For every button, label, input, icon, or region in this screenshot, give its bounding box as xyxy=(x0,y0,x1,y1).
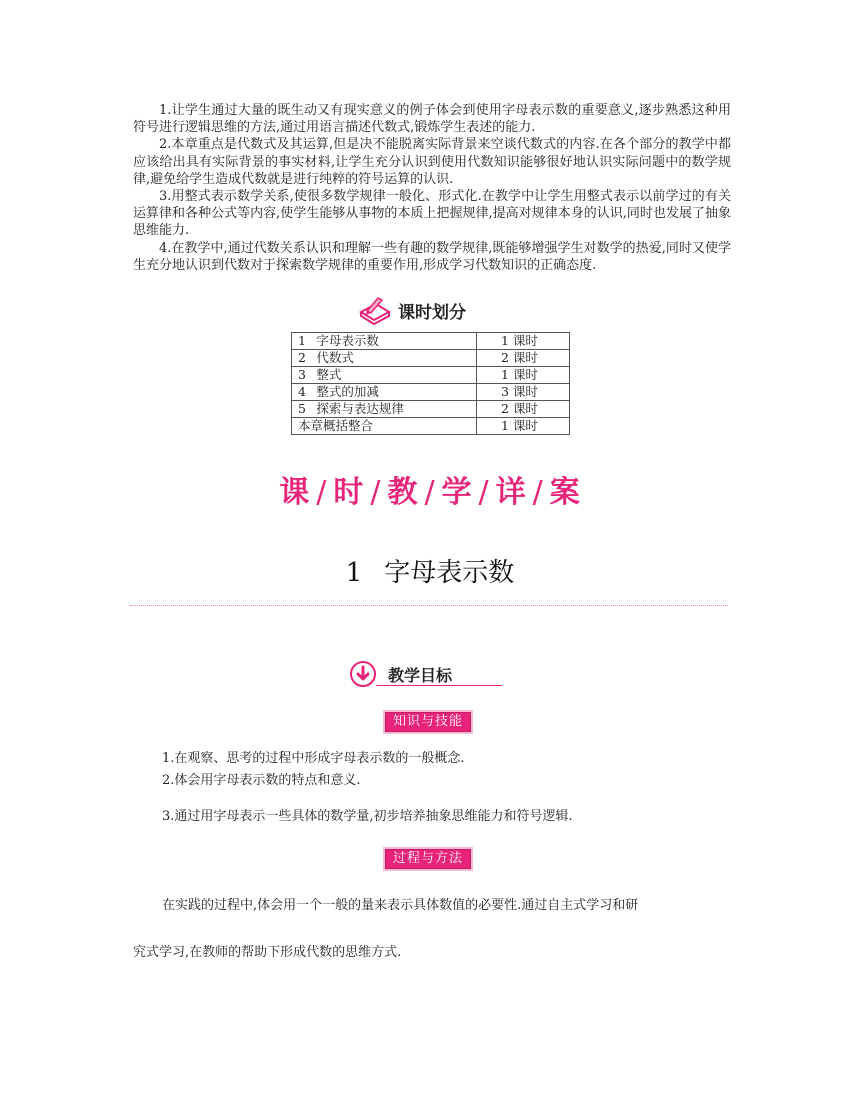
banner-char: 时 xyxy=(333,475,365,510)
section-number: 1 xyxy=(345,558,363,588)
knowledge-tag: 知识与技能 xyxy=(383,710,473,734)
pencil-book-icon xyxy=(358,295,392,325)
row-hours: 1 课时 xyxy=(476,418,569,435)
table-row xyxy=(292,333,570,350)
process-text-line-1: 在实践的过程中,体会用一个一般的量来表示具体数值的必要性.通过自主式学习和研 xyxy=(162,898,639,913)
row-hours: 2 课时 xyxy=(476,401,569,418)
row-label: 整式的加减 xyxy=(310,384,476,401)
row-hours: 1 课时 xyxy=(476,333,569,350)
row-hours: 3 课时 xyxy=(476,384,569,401)
banner-char: 教 xyxy=(387,475,419,510)
row-number: 5 xyxy=(292,401,311,418)
row-label: 整式 xyxy=(310,367,476,384)
down-arrow-icon xyxy=(350,661,376,687)
goals-underline xyxy=(376,685,502,686)
banner-char: 课 xyxy=(279,475,311,510)
row-number: 4 xyxy=(292,384,311,401)
table-row xyxy=(292,367,570,384)
goals-title: 教学目标 xyxy=(388,666,453,685)
banner-char: 案 xyxy=(549,475,581,510)
row-label: 字母表示数 xyxy=(310,333,476,350)
divider xyxy=(130,605,728,606)
schedule-table xyxy=(291,332,570,435)
table-row xyxy=(292,384,570,401)
process-tag: 过程与方法 xyxy=(383,847,473,871)
banner-char: 学 xyxy=(441,475,473,510)
knowledge-item-3: 3.通过用字母表示一些具体的数学量,初步培养抽象思维能力和符号逻辑. xyxy=(162,809,573,824)
lesson-plan-banner: 课 / 时 / 教 / 学 / 详 / 案 xyxy=(279,475,581,510)
intro-text xyxy=(133,102,731,274)
intro-paragraph-1: 1.让学生通过大量的既生动又有现实意义的例子体会到使用字母表示数的重要意义,逐步熟悉这种用符号进行逻辑思维的方法,通过用语言描述代数式,锻炼学生表述的能力. xyxy=(133,103,731,136)
schedule-title: 课时划分 xyxy=(398,302,466,323)
schedule-heading xyxy=(358,295,466,325)
intro-paragraph-2: 2.本章重点是代数式及其运算,但是决不能脱离实际背景来空谈代数式的内容.在各个部分的教学中都应该给出具有实际背景的事实材料,让学生充分认识到使用代数知识能够很好地认识实际问题中的数学规律,避免给学生造成代数就是进行纯粹的符号运算的认识. xyxy=(133,137,731,187)
process-text-line-2: 究式学习,在教师的帮助下形成代数的思维方式. xyxy=(133,945,402,960)
row-hours: 2 课时 xyxy=(476,350,569,367)
row-hours: 1 课时 xyxy=(476,367,569,384)
row-number: 3 xyxy=(292,367,311,384)
banner-char: 详 xyxy=(495,475,527,510)
row-label: 本章概括整合 xyxy=(292,418,477,435)
table-row xyxy=(292,401,570,418)
intro-paragraph-4: 4.在教学中,通过代数关系认识和理解一些有趣的数学规律,既能够增强学生对数学的热爱,同时又使学生充分地认识到代数对于探索数学规律的重要作用,形成学习代数知识的正确态度. xyxy=(133,240,731,273)
row-label: 探索与表达规律 xyxy=(310,401,476,418)
intro-paragraph-3: 3.用整式表示数学关系,使很多数学规律一般化、形式化.在教学中让学生用整式表示以前学过的有关运算律和各种公式等内容,使学生能够从事物的本质上把握规律,提高对规律本身的认识,同时也发展了抽象思维能力. xyxy=(133,189,731,239)
section-title-text: 字母表示数 xyxy=(384,558,515,588)
row-number: 2 xyxy=(292,350,311,367)
row-label: 代数式 xyxy=(310,350,476,367)
knowledge-item-2: 2.体会用字母表示数的特点和意义. xyxy=(162,773,361,788)
goals-heading xyxy=(350,661,502,689)
table-row xyxy=(292,350,570,367)
knowledge-item-1: 1.在观察、思考的过程中形成字母表示数的一般概念. xyxy=(162,751,465,766)
row-number: 1 xyxy=(292,333,311,350)
table-row xyxy=(292,418,570,435)
section-title xyxy=(0,552,860,589)
